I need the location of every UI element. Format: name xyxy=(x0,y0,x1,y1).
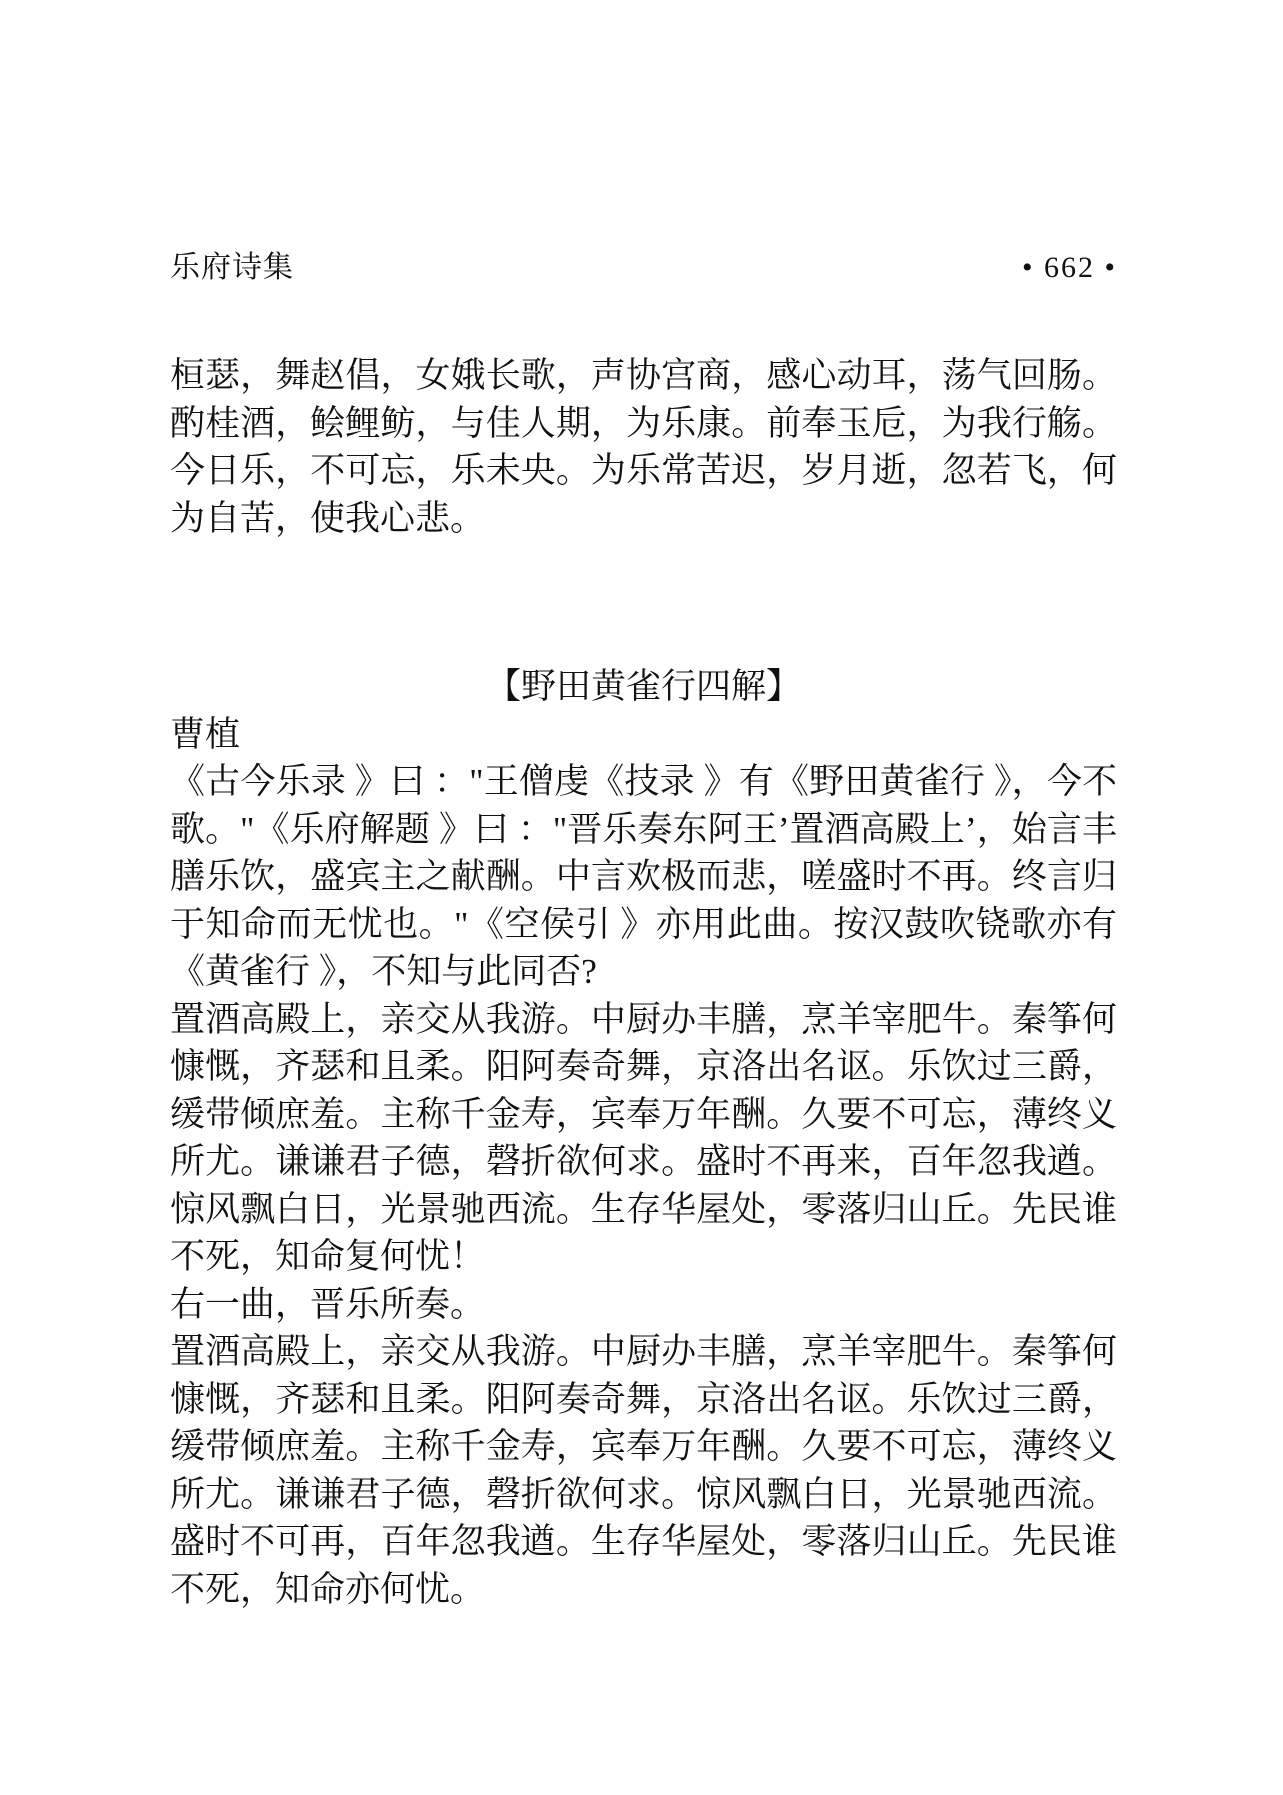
page-header xyxy=(170,248,1117,288)
poem-stanza-jin-version: 置酒高殿上，亲交从我游。中厨办丰膳，烹羊宰肥牛。秦筝何慷慨，齐瑟和且柔。阳阿奏奇舞，京洛出名讴。乐饮过三爵，缓带倾庶羞。主称千金寿，宾奉万年酬。久要不可忘，薄终义所尤。谦谦君子德，磬折欲何求。盛时不再来，百年忽我遒。惊风飘白日，光景驰西流。生存华屋处，零落归山丘。先民谁不死，知命复何忧！ xyxy=(170,999,1117,1276)
stanza-source-note: 右一曲，晋乐所奏。 xyxy=(170,1284,486,1324)
book-title: 乐府诗集 xyxy=(170,251,294,284)
poem-stanza-original-version: 置酒高殿上，亲交从我游。中厨办丰膳，烹羊宰肥牛。秦筝何慷慨，齐瑟和且柔。阳阿奏奇舞，京洛出名讴。乐饮过三爵，缓带倾庶羞。主称千金寿，宾奉万年酬。久要不可忘，薄终义所尤。谦谦君子德，磬折欲何求。惊风飘白日，光景驰西流。盛时不可再，百年忽我遒。生存华屋处，零落归山丘。先民谁不死，知命亦何忧。 xyxy=(170,1332,1117,1609)
poem-title: 【野田黄雀行四解】 xyxy=(485,667,801,706)
poem-author: 曹植 xyxy=(170,714,241,754)
poem-preface: 《古今乐录 》曰 ："王僧虔《技录 》有《野田黄雀行 》，今不歌。"《乐府解题 》曰 ："晋乐奏东阿王’置酒高殿上’，始言丰膳乐饮，盛宾主之献酬。中言欢极而悲，嗟盛时不再。终言归于知命而无忧也。"《空侯引 》亦用此曲。按汉鼓吹铙歌亦有《黄雀行 》，不知与此同否? xyxy=(170,762,1117,991)
page-number: • 662 • xyxy=(1021,251,1117,284)
continuation-paragraph: 桓瑟，舞赵倡，女娥长歌，声协宫商，感心动耳，荡气回肠。酌桂酒，鲙鲤鲂，与佳人期，为乐康。前奉玉卮，为我行觞。今日乐，不可忘，乐未央。为乐常苦迟，岁月逝，忽若飞，何为自苦，使我心悲。 xyxy=(170,356,1117,538)
